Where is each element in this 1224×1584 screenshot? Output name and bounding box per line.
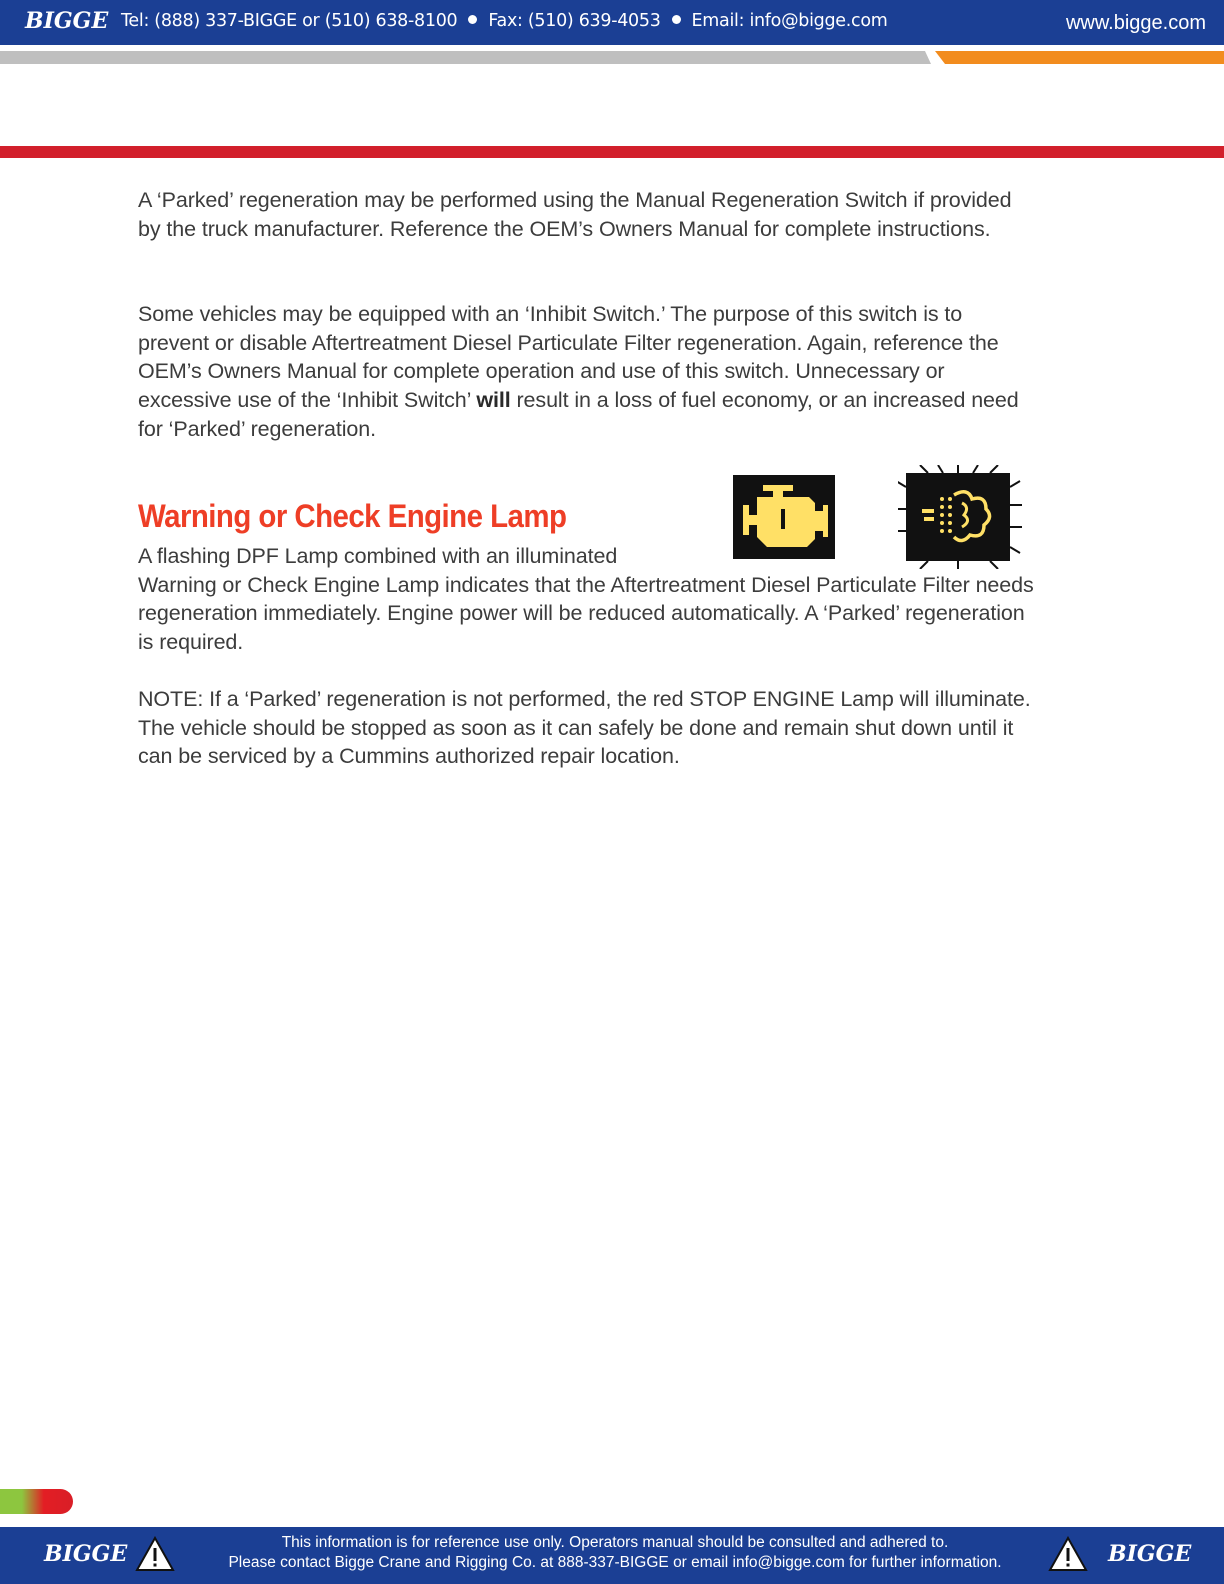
page-tab	[0, 1489, 73, 1514]
warning-triangle-icon	[1048, 1536, 1088, 1572]
phone-number: Tel: (888) 337-BIGGE or (510) 638-8100	[121, 11, 458, 31]
bigge-logo: BIGGE	[44, 1541, 128, 1567]
bigge-logo: BIGGE	[1108, 1541, 1192, 1567]
warning-triangle-icon	[135, 1536, 175, 1572]
website-link[interactable]: www.bigge.com	[1065, 12, 1206, 34]
header-bar	[0, 0, 1224, 45]
red-divider	[0, 146, 1224, 158]
paragraph-inhibit-switch: Some vehicles may be equipped with an ‘Inhibit Switch.’ The purpose of this switch is to prevent or disable Aftertreatment Diesel Particulate Filter regeneration. Again, reference the OEM’s Owners Manual for complete operation and use of this switch. Unnecessary or excessive use of the ‘Inhibit Switch’ will result in a loss of fuel economy, or an increased need for ‘Parked’ regeneration.	[138, 302, 1019, 441]
fax-number: Fax: (510) 639-4053	[488, 11, 661, 31]
paragraph-note: NOTE: If a ‘Parked’ regeneration is not performed, the red STOP ENGINE Lamp will illuminate. The vehicle should be stopped as soon as it can safely be done and remain shut down until it can be serviced by a Cummins authorized repair location.	[138, 687, 1031, 769]
footer-disclaimer	[195, 1533, 1035, 1573]
email-address[interactable]: Email: info@bigge.com	[691, 11, 888, 31]
footer-line-1: This information is for reference use only. Operators manual should be consulted and adhered to.	[281, 1534, 949, 1551]
bullet-icon	[468, 15, 477, 24]
bullet-icon	[672, 15, 681, 24]
paragraph-warning-lamp: A flashing DPF Lamp combined with an illuminated Warning or Check Engine Lamp indicates that the Aftertreatment Diesel Particulate Filter needs regeneration immediately. Engine power will be reduced automatically. A ‘Parked’ regeneration is required.	[138, 544, 1034, 655]
footer-bar	[0, 1527, 1224, 1584]
emphasis-will: will	[476, 388, 511, 413]
section-title: Warning or Check Engine Lamp	[138, 498, 567, 534]
bigge-logo: BIGGE	[25, 8, 109, 34]
contact-info	[121, 11, 887, 31]
header-gray-stripe	[0, 51, 931, 64]
paragraph-parked-regeneration: A ‘Parked’ regeneration may be performed using the Manual Regeneration Switch if provided by the truck manufacturer. Reference the OEM’s Owners Manual for complete instructions.	[138, 188, 1012, 241]
footer-line-2: Please contact Bigge Crane and Rigging Co. at 888-337-BIGGE or email info@bigge.com for further information.	[228, 1554, 1002, 1571]
header-orange-stripe	[935, 51, 1224, 64]
